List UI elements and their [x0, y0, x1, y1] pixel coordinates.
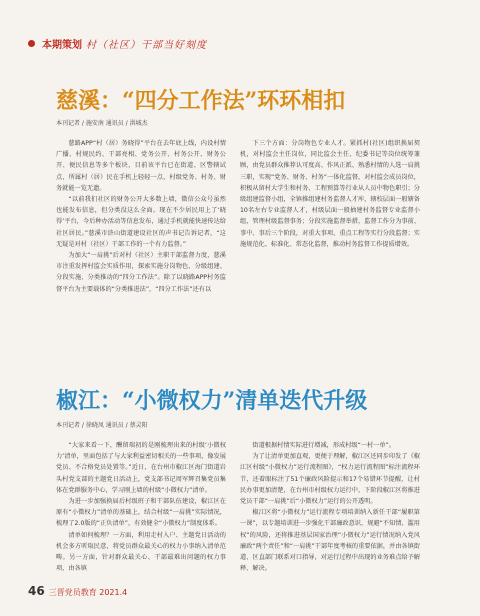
article1-title: 慈溪：“四分工作法”环环相扣 — [56, 88, 346, 114]
article2-right-column — [240, 440, 420, 575]
page-number: 46 — [28, 584, 45, 598]
paragraph: 慈路APP“村（居）务晓得”平台在去年底上线，内设村情广播、村规民约、干部亮相、党务公开、村务公开、财务公开、便民信息等多个板块，目前该平台已在街道、区警辖试点，所属村（居）民在手机上轻轻一点，村级党务、村务、财务就能一览无遗。 — [56, 140, 226, 192]
bullet-dot-icon — [28, 40, 35, 47]
article2-byline: 本刊记者 / 徐晓凤 通讯员 / 蔡灵阳 — [56, 422, 148, 429]
article2-title: 椒江：“小微权力”清单迭代升级 — [56, 388, 368, 414]
article1-right-column — [240, 138, 420, 378]
paragraph: 椒江区将“小微权力”运行流程专项培训纳入新任干部“履职第一课”，以专题培训进一步强化干部廉政意识，规避“不知情、滥用权”的风险，还将推进基层国家治理“小微权力”运行情况纳入党风廉政“两个责任”和“一肩挑”干部年度考核的重要依据，并由各镇街道、区直部门联系对口指导，对运行过程中出现的业务难点给予解释、解决。 — [240, 509, 420, 573]
paragraph: 为进一步加强换届后村级班子和干部队伍建设，椒江区在原有“小微权力”清单的基础上，结合村级“一肩挑”实际情况，梳理了2.0版的“正负清单”，有效健全“小微权力”制度体系。 — [56, 498, 226, 528]
paragraph: 街道根据村情实际进行增减，形成村级“一村一单”。 — [252, 442, 395, 449]
paragraph: “大家来看一下，酬留瑞初的是刚梳理出来的村级‘小微权力’清单，里面包括了与大家利益密切相关的一些事项，像发展党员、不合格党员处置等。”近日，在台州市椒江区海门街道岩头村党支部的主题党日活动上，党支部书记周军辉召集党员集体在党群服务中心，学习刚上墙的村级“小微权力”清单。 — [56, 442, 226, 494]
paragraph: 清单如何梳理？一方面，利用走村入户、主题党日活动的机会多方听取民意，将党员群众最关心的权力小事纳入清单范畴。另一方面，针对群众最关心、干部最难出问题的权力事项，由各镇 — [56, 531, 226, 573]
article1-left-column — [56, 138, 226, 378]
page-footer — [28, 584, 127, 598]
paragraph: 为了让清单更加直观，更便于理解，椒江区还同步印发了《椒江区村级“小微权力”运行流程图》，“权力运行流程图”标注流程环节，还着眼标注了51个廉政风险提示和17个易错环节提醒，让村民办事更加清楚，在台州市村级权力运行中，下阶段椒江区将推进党员干部“一肩挑”后“小微权力”运行的公开透明。 — [240, 453, 420, 506]
section-label: 本期策划 — [42, 40, 82, 51]
paragraph: “以前我们社区的财务公开大多数上墙，微信公众号虽然也能发布信息，但分类没这么全面。现在不少居民用上了‘晓得’平台，今后种办活动等信息发布，通过手机就能快速传达给社区居民。”慈溪市浒山街道建设社区的声书记告诉记者，“这无疑是对村（社区）干部工作的一个有力监督。” — [56, 196, 226, 248]
paragraph: 为加大“一肩挑”后对村（社区）主职干部监督力度，慈溪市注重发挥村监会实质作用，探索实施分岗物色、分级组建、分段实施、分类推动的“四分工作法”。除了以晓路APP村务监督平台为主要载体的“分类推进法”，“四分工作法”还有以 — [56, 252, 226, 293]
section-header — [28, 36, 207, 51]
publication-name: 三晋党员教育 2021.4 — [48, 588, 128, 597]
section-subtitle: 村（社区）干部当好刻度 — [86, 40, 207, 51]
article2-left-column — [56, 440, 226, 575]
paragraph: 下三个方面：分岗物色专业人才。紧抓村(社区)组织换届契机，对村监会主任岗位，同比监会主任、纪委书记等岗位统筹兼顾，由党员群众推荐认可度高、作风正派、熟悉村情的人选一肩挑三职，实现“党务、财务、村务”一体化监督，对村监会成员岗位，积极从留村大学生和村务、工程预算等行业从人员中物色职引；分级组建监督小组，全镇推组建村务监督人才库，辖校层面一般辖备10名左右专业监督人才，村级层面一般抽建村务监督专业监督小组，管理村级监督事务；分段实施监督举措，监督工作分为事前、事中、事后三个阶段，对重大事项、重点工程等实行分段监督；实施规范化、标准化、常态化监督，推动村务监督工作提质增效。 — [240, 140, 420, 248]
article1-byline: 本刊记者 / 施安南 通讯员 / 洪城杰 — [56, 120, 148, 127]
